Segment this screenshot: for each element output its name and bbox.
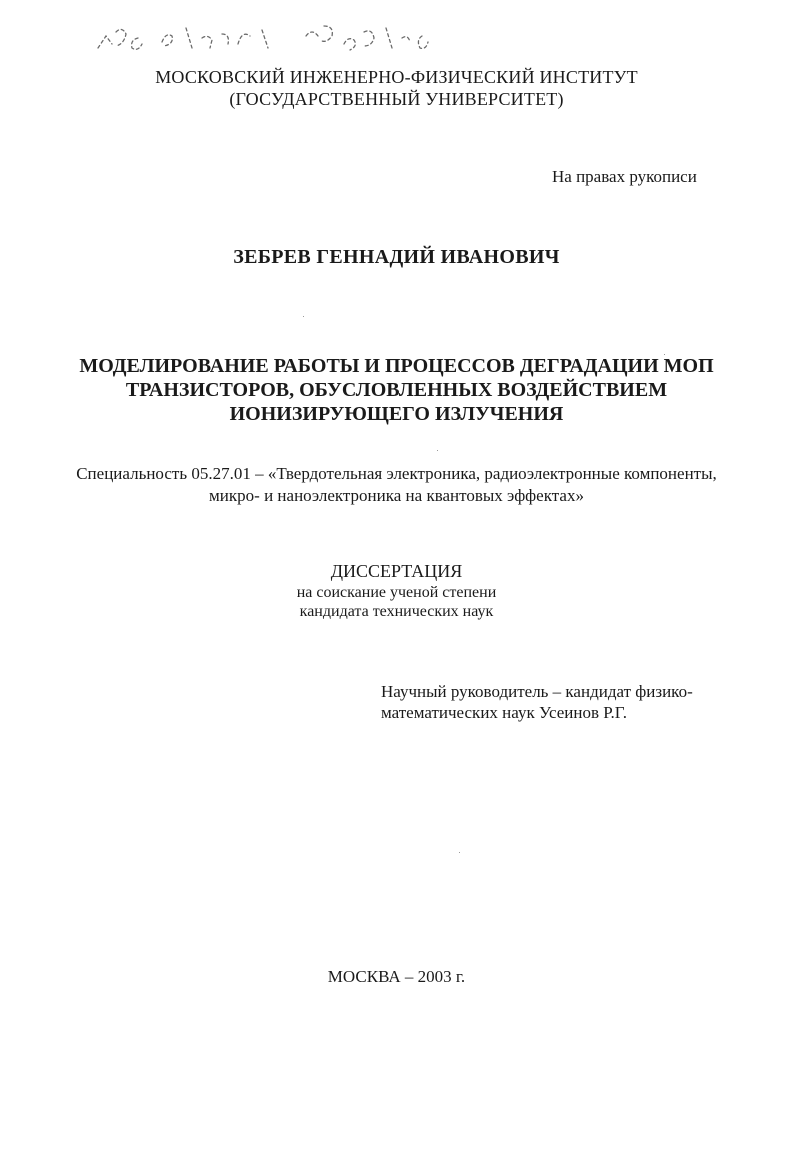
dissertation-title [60,354,733,426]
degree-line-1: на соискание ученой степени [296,584,497,601]
scan-speck [664,354,665,355]
city-year: МОСКВА – 2003 г. [327,967,466,986]
supervisor-line-2: математических наук Усеинов Р.Г. [381,703,627,722]
title-line-3: ИОНИЗИРУЮЩЕГО ИЗЛУЧЕНИЯ [229,403,564,425]
scan-speck [437,450,438,451]
specialty-line-2: микро- и наноэлектроника на квантовых эффектах» [209,486,584,505]
institute-block [0,66,793,110]
degree-block [0,583,793,621]
scan-speck [459,852,460,853]
dissertation-heading: ДИССЕРТАЦИЯ [330,561,463,581]
title-line-2: ТРАНЗИСТОРОВ, ОБУСЛОВЛЕННЫХ ВОЗДЕЙСТВИЕМ [125,379,668,401]
supervisor-line-1: Научный руководитель – кандидат физико- [381,682,693,701]
specialty-block [60,463,733,507]
title-line-1: МОДЕЛИРОВАНИЕ РАБОТЫ И ПРОЦЕССОВ ДЕГРАДАЦИИ МОП [79,355,714,377]
specialty-line-1: Специальность 05.27.01 – «Твердотельная электроника, радиоэлектронные компоненты, [76,464,717,483]
degree-line-2: кандидата технических наук [299,603,494,620]
handwritten-mark [92,14,452,58]
institute-name: МОСКОВСКИЙ ИНЖЕНЕРНО-ФИЗИЧЕСКИЙ ИНСТИТУТ [155,67,638,87]
scan-speck [303,316,304,317]
institute-status: (ГОСУДАРСТВЕННЫЙ УНИВЕРСИТЕТ) [229,89,564,109]
author-name: ЗЕБРЕВ ГЕННАДИЙ ИВАНОВИЧ [233,246,560,268]
manuscript-note: На правах рукописи [552,167,697,186]
supervisor-block [381,681,741,723]
